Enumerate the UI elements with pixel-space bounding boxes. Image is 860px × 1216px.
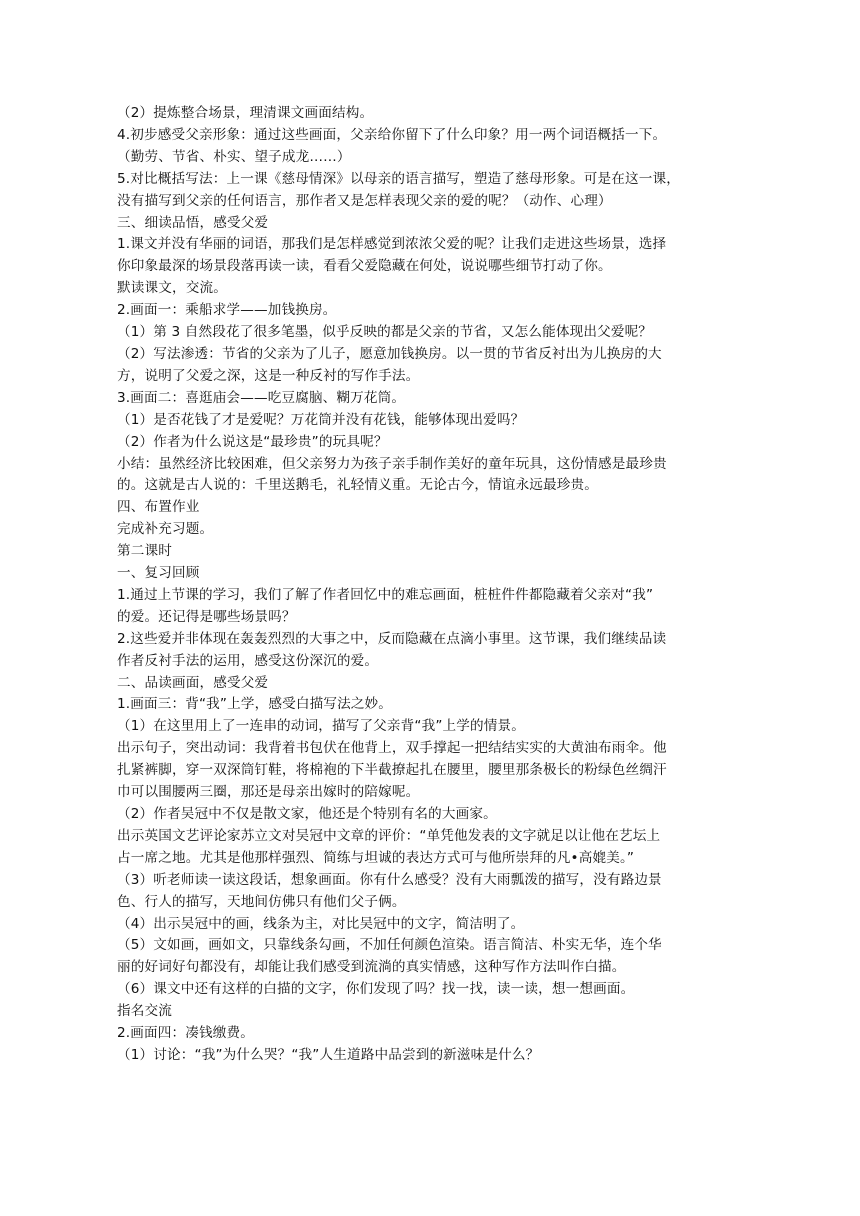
text-line: 一、复习回顾 (117, 565, 200, 582)
text-line: 作者反衬手法的运用，感受这份深沉的爱。 (117, 652, 379, 669)
text-line: （1）在这里用上了一连串的动词，描写了父亲背“我”上学的情景。 (117, 718, 526, 735)
text-line: 色、行人的描写，天地间仿佛只有他们父子俩。 (117, 893, 406, 910)
text-line: 丽的好词好句都没有，却能让我们感受到流淌的真实情感，这种写作方法叫作白描。 (117, 959, 626, 976)
text-line: 方，说明了父爱之深，这是一种反衬的写作手法。 (117, 367, 420, 384)
text-line: 2.画面四：凑钱缴费。 (117, 1025, 254, 1042)
text-line: （5）文如画，画如文，只靠线条勾画，不加任何颜色渲染。语言简洁、朴实无华，连个华 (117, 937, 662, 954)
text-line: （3）听老师读一读这段话，想象画面。你有什么感受？没有大雨瓢泼的描写，没有路边景 (117, 871, 662, 888)
text-line: 4.初步感受父亲形象：通过这些画面，父亲给你留下了什么印象？用一两个词语概括一下。 (117, 126, 667, 143)
text-line: （1）讨论：“我”为什么哭？“我”人生道路中品尝到的新滋味是什么？ (117, 1046, 540, 1063)
text-line: 5.对比概括写法：上一课《慈母情深》以母亲的语言描写，塑造了慈母形象。可是在这一课， (117, 170, 681, 187)
text-line: （1）第 3 自然段花了很多笔墨，似乎反映的都是父亲的节省，又怎么能体现出父爱呢？ (117, 324, 653, 341)
text-line: 1.课文并没有华丽的词语，那我们是怎样感觉到浓浓父爱的呢？让我们走进这些场景，选择 (117, 236, 667, 253)
text-line: 出示英国文艺评论家苏立文对吴冠中文章的评价：“单凭他发表的文字就足以让他在艺坛上 (117, 827, 661, 844)
text-line: 默读课文，交流。 (117, 280, 227, 297)
text-line: 四、布置作业 (117, 499, 200, 516)
text-line: （6）课文中还有这样的白描的文字，你们发现了吗？找一找，读一读，想一想画面。 (117, 981, 635, 998)
text-line: 扎紧裤脚，穿一双深筒钉鞋，将棉袍的下半截撩起扎在腰里，腰里那条极长的粉绿色丝绸汗 (117, 762, 667, 779)
text-line: 2.这些爱并非体现在轰轰烈烈的大事之中，反而隐藏在点滴小事里。这节课，我们继续品读 (117, 630, 667, 647)
text-line: 小结：虽然经济比较困难，但父亲努力为孩子亲手制作美好的童年玩具，这份情感是最珍贵 (117, 455, 667, 472)
text-line: （勤劳、节省、朴实、望子成龙……） (117, 148, 351, 165)
text-line: 的爱。还记得是哪些场景吗？ (117, 608, 296, 625)
text-line: 二、品读画面，感受父爱 (117, 674, 269, 691)
text-line: 1.通过上节课的学习，我们了解了作者回忆中的难忘画面，桩桩件件都隐藏着父亲对“我” (117, 586, 654, 603)
text-line: 1.画面三：背“我”上学，感受白描写法之妙。 (117, 696, 393, 713)
text-line: （2）写法渗透：节省的父亲为了儿子，愿意加钱换房。以一贯的节省反衬出为儿换房的大 (117, 345, 662, 362)
text-line: （4）出示吴冠中的画，线条为主，对比吴冠中的文字，简洁明了。 (117, 915, 525, 932)
document-page (117, 103, 739, 1067)
text-line: 没有描写到父亲的任何语言，那作者又是怎样表现父亲的爱的呢？（动作、心理） (117, 192, 612, 209)
text-line: （1）是否花钱了才是爱呢？万花筒并没有花钱，能够体现出爱吗？ (117, 411, 525, 428)
text-line: 的。这就是古人说的：千里送鹅毛，礼轻情义重。无论古今，情谊永远最珍贵。 (117, 477, 599, 494)
text-line: 完成补充习题。 (117, 521, 214, 538)
text-line: （2）作者吴冠中不仅是散文家，他还是个特别有名的大画家。 (117, 806, 497, 822)
text-line: 第二课时 (117, 543, 172, 560)
text-line: 2.画面一：乘船求学——加钱换房。 (117, 302, 337, 319)
text-line: （2）作者为什么说这是“最珍贵”的玩具呢？ (117, 433, 388, 450)
text-line: 占一席之地。尤其是他那样强烈、简练与坦诚的表达方式可与他所崇拜的凡•高媲美。” (117, 849, 635, 866)
text-line: 巾可以围腰两三圈，那还是母亲出嫁时的陪嫁呢。 (117, 784, 420, 801)
text-line: 出示句子，突出动词：我背着书包伏在他背上，双手撑起一把结结实实的大黄油布雨伞。他 (117, 740, 667, 757)
text-line: 指名交流 (117, 1003, 172, 1020)
text-line: （2）提炼整合场景，理清课文画面结构。 (117, 105, 374, 121)
text-line: 你印象最深的场景段落再读一读，看看父爱隐藏在何处，说说哪些细节打动了你。 (117, 258, 612, 275)
text-line: 3.画面二：喜逛庙会——吃豆腐脑、糊万花筒。 (117, 389, 406, 406)
text-line: 三、细读品悟，感受父爱 (117, 214, 269, 231)
